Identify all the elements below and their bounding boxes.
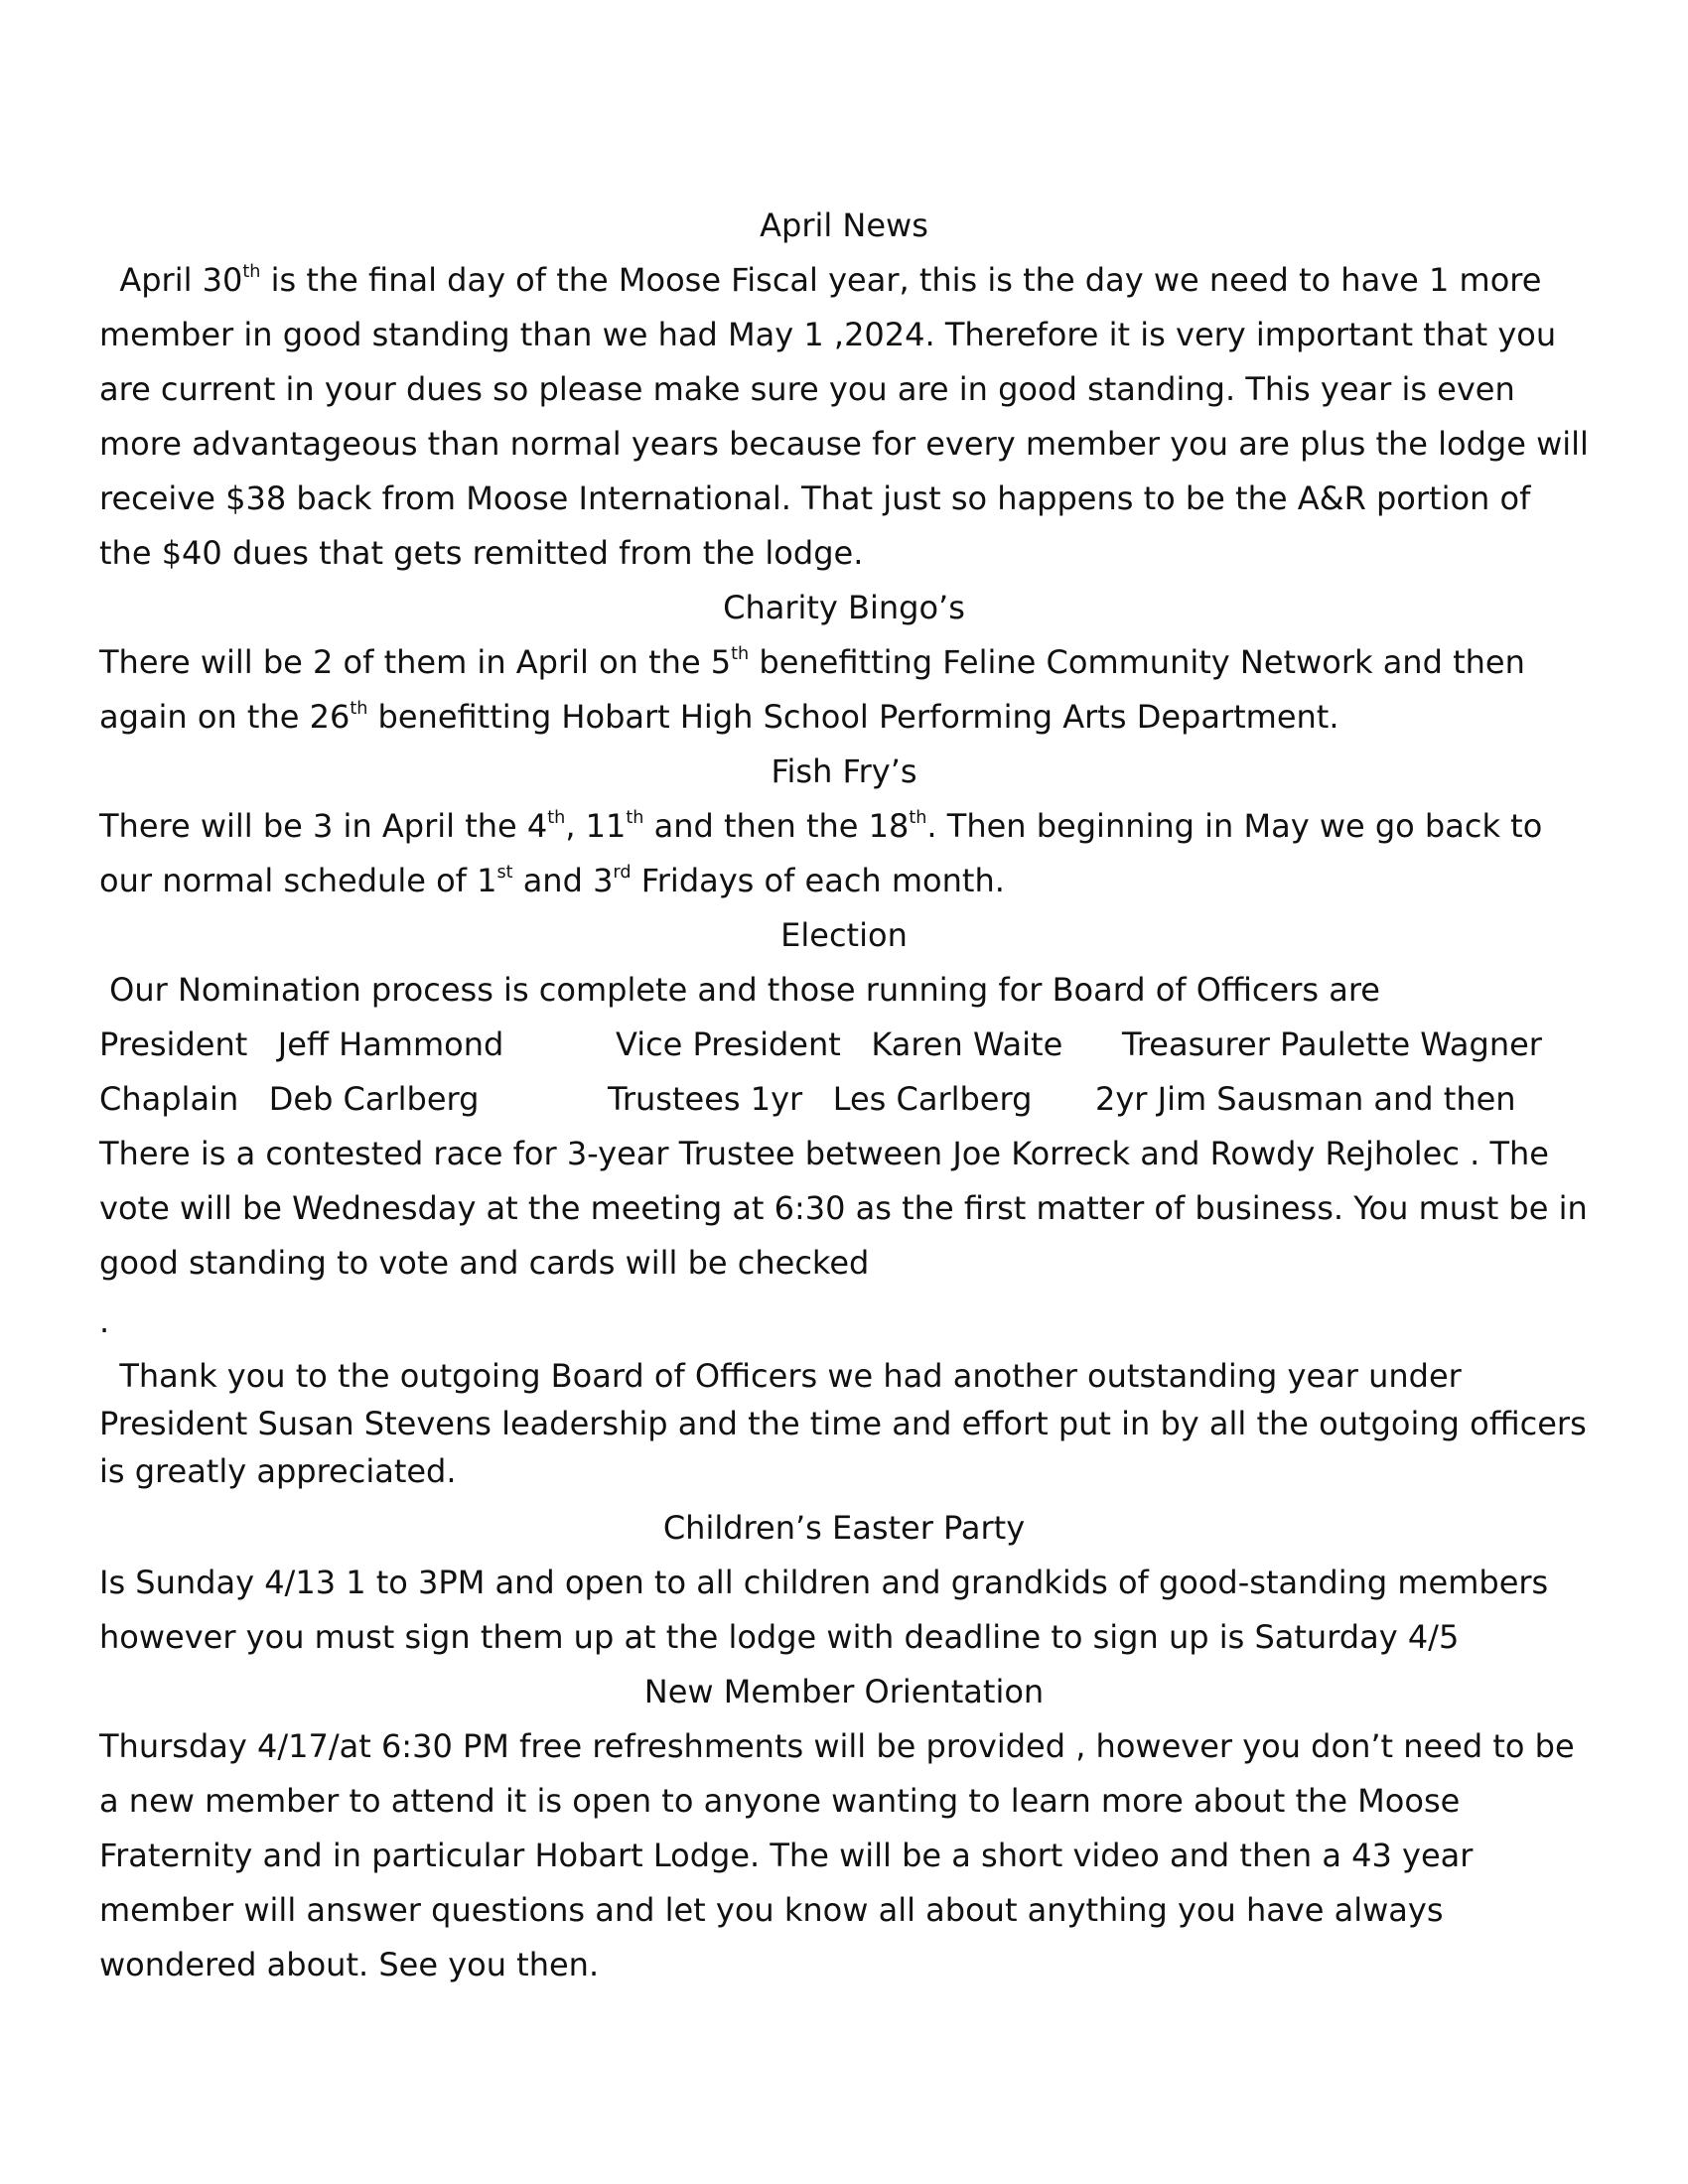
charity-bingo-heading: Charity Bingo’s	[723, 589, 965, 626]
election-heading: Election	[780, 916, 908, 954]
candidates-row-1	[99, 1018, 1589, 1072]
fish-fry-text-2: , 11	[565, 807, 627, 845]
candidate-president: President Jeff Hammond	[99, 1025, 504, 1063]
fish-fry-heading: Fish Fry’s	[771, 752, 917, 790]
election-intro-text: Our Nomination process is complete and those running for Board of Officers are	[109, 971, 1380, 1009]
bingo-text-1: There will be 2 of them in April on the 5	[99, 643, 732, 681]
bingo-sup-1: th	[731, 643, 750, 664]
election-intro	[99, 963, 1589, 1018]
orientation-heading: New Member Orientation	[643, 1673, 1045, 1710]
bingo-text-3: benefitting Hobart High School Performing Arts Department.	[367, 698, 1339, 736]
fish-fry-paragraph	[99, 799, 1589, 908]
fish-fry-sup-1: th	[547, 807, 566, 828]
easter-party-heading: Children’s Easter Party	[662, 1509, 1026, 1547]
fish-fry-sup-2: th	[626, 807, 644, 828]
election-contest-paragraph: There is a contested race for 3-year Trustee between Joe Korreck and Rowdy Rejholec . The vote will be Wednesday at the meeting at 6:30 as the first matter of business. You must be in good standing to vote and cards will be checked	[99, 1135, 1588, 1282]
fish-fry-text-3: and then the 18	[643, 807, 910, 845]
candidate-trustee-1yr: Trustees 1yr Les Carlberg	[608, 1080, 1033, 1118]
charity-bingo-paragraph	[99, 635, 1589, 745]
easter-party-paragraph: Is Sunday 4/13 1 to 3PM and open to all children and grandkids of good-standing members however you must sign them up at the lodge with deadline to sign up is Saturday 4/5	[99, 1564, 1549, 1656]
thanks-text: Thank you to the outgoing Board of Officers we had another outstanding year under President Susan Stevens leadership and the time and effort put in by all the outgoing officers is greatly appreciated.	[99, 1357, 1587, 1490]
candidate-vice-president: Vice President Karen Waite	[616, 1025, 1063, 1063]
candidate-trustee-2yr: 2yr Jim Sausman and then	[1095, 1080, 1516, 1118]
fish-fry-text-1: There will be 3 in April the 4	[99, 807, 548, 845]
bingo-sup-2: th	[350, 698, 368, 719]
fiscal-year-text-1: April 30	[119, 261, 243, 299]
fish-fry-text-5: and 3	[512, 862, 614, 899]
fish-fry-sup-3: th	[909, 807, 927, 828]
april-news-heading: April News	[760, 206, 928, 244]
fish-fry-text-4: . Then beginning in May we go back to our normal schedule of 1	[99, 807, 1543, 899]
fish-fry-sup-4: st	[496, 862, 513, 883]
fish-fry-text-6: Fridays of each month.	[631, 862, 1005, 899]
orientation-paragraph: Thursday 4/17/at 6:30 PM free refreshments will be provided , however you don’t need to be a new member to attend it is open to anyone wanting to learn more about the Moose Fraternity and in particular Hobart Lodge. The will be a short video and then a 43 year member will answer questions and let you know all about anything you have always wondered about. See you then.	[99, 1727, 1575, 1983]
bingo-text-2: benefitting Feline Community Network and then again on the 26	[99, 643, 1525, 736]
fiscal-year-paragraph	[99, 253, 1589, 581]
candidates-row-2	[99, 1072, 1589, 1127]
thanks-paragraph	[99, 1352, 1589, 1495]
stray-period: .	[99, 1302, 110, 1340]
fiscal-year-sup: th	[242, 261, 261, 282]
newsletter-page	[99, 199, 1589, 1992]
candidate-treasurer: Treasurer Paulette Wagner	[1122, 1025, 1542, 1063]
candidate-chaplain: Chaplain Deb Carlberg	[99, 1080, 480, 1118]
fish-fry-sup-5: rd	[613, 862, 632, 883]
fiscal-year-text-2: is the final day of the Moose Fiscal year, this is the day we need to have 1 more member in good standing than we had May 1 ,2024. Therefore it is very important that you are current in your dues so please make sure you are in good standing. This year is even more advantageous than normal years because for every member you are plus the lodge will receive $38 back from Moose International. That just so happens to be the A&R portion of the $40 dues that gets remitted from the lodge.	[99, 261, 1589, 572]
